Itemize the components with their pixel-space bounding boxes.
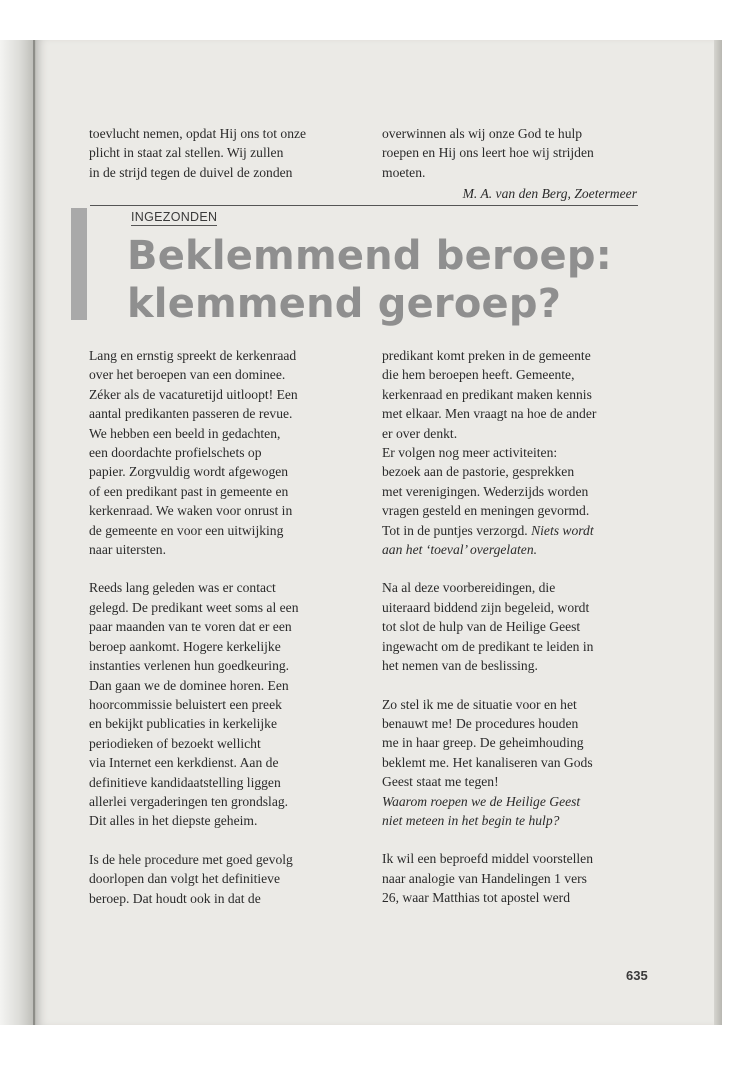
paragraph: Ik wil een beproefd middel voorstellen naar analogie van Handelingen 1 vers 26, waar Matthias tot apostel werd (382, 851, 594, 906)
paragraph: Zo stel ik me de situatie voor en het benauwt me! De procedures houden me in haar greep. De geheimhouding beklemt me. Het kanaliseren van Gods Geest staat me tegen! Waarom roepen we de Heilige Geest niet meteen in het begin te hulp? (382, 696, 593, 828)
paragraph: predikant komt preken in de gemeente die hem beroepen heeft. Gemeente, kerkenraad en predikant maken kennis met elkaar. Men vraagt na hoe de ander er over denkt. Er volgen nog meer activiteiten: bezoek aan de pastorie, gesprekken met verenigingen. Wederzijds worden vragen gesteld en meningen gevormd. Tot in de puntjes verzorgd. Niets wordt aan het ‘toeval’ overgelaten. (382, 348, 597, 558)
headline-line-2: klemmend geroep? (127, 281, 562, 327)
category-label: INGEZONDEN (131, 210, 218, 224)
page-number: 635 (626, 968, 648, 983)
article-right-column (382, 346, 652, 908)
author-signature: M. A. van den Berg, Zoetermeer (462, 186, 637, 201)
paragraph: Is de hele procedure met goed gevolg doorlopen dan volgt het definitieve beroep. Dat houdt ook in dat de (89, 851, 293, 906)
paragraph: Reeds lang geleden was er contact gelegd. De predikant weet soms al een paar maanden van te voren dat er een beroep aankomt. Hogere kerkelijke instanties verlenen hun goedkeuring. Dan gaan we de dominee horen. Een hoorcommissie beluistert een preek en bekijkt publicaties in kerkelijke periodieken of bezoekt wellicht via Internet een kerkdienst. Aan de definitieve kandidaatstelling liggen allerlei vergaderingen ten grondslag. Dit alles in het diepste geheim. (89, 580, 299, 829)
previous-article-paragraph: overwinnen als wij onze God te hulp roepen en Hij ons leert hoe wij strijden moeten. (382, 126, 594, 180)
article-left-column (89, 346, 359, 908)
book-gutter-line (33, 40, 35, 1025)
section-divider (90, 205, 638, 206)
headline-line-1: Beklemmend beroep: (127, 233, 612, 279)
previous-article-right-column (382, 124, 652, 182)
previous-article-paragraph: toevlucht nemen, opdat Hij ons tot onze plicht in staat zal stellen. Wij zullen in de strijd tegen de duivel de zonden (89, 126, 307, 180)
previous-article-left-column (89, 124, 359, 182)
page-edge (714, 40, 722, 1025)
book-spine-shadow (0, 40, 36, 1025)
paragraph: Na al deze voorbereidingen, die uiteraard biddend zijn begeleid, wordt tot slot de hulp van de Heilige Geest ingewacht om de predikant te leiden in het nemen van de beslissing. (382, 580, 594, 674)
paragraph: Lang en ernstig spreekt de kerkenraad over het beroepen van een dominee. Zéker als de vacaturetijd uitloopt! Een aantal predikanten passeren de revue. We hebben een beeld in gedachten, een doordachte profielschets op papier. Zorgvuldig wordt afgewogen of een predikant past in gemeente en kerkenraad. We waken voor onrust in de gemeente en voor een uitwijking naar uitersten. (89, 348, 298, 558)
article-headline (127, 232, 612, 328)
headline-accent-bar (71, 208, 87, 320)
